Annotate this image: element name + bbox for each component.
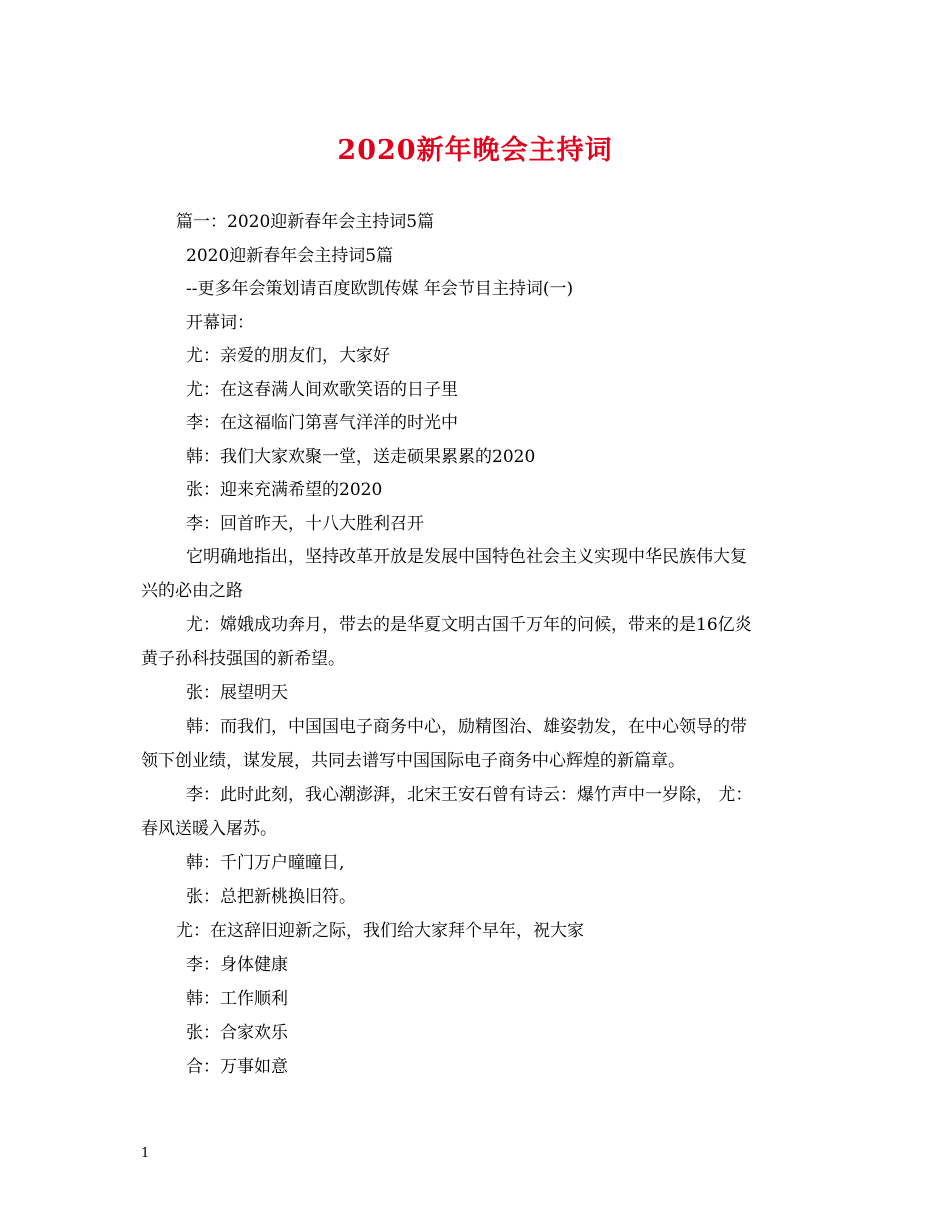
body-line: --更多年会策划请百度欧凯传媒 年会节目主持词(一) — [186, 279, 574, 299]
body-line: 篇一：2020迎新春年会主持词5篇 — [176, 212, 435, 232]
body-line: 2020迎新春年会主持词5篇 — [186, 246, 394, 266]
body-line: 张：迎来充满希望的2020 — [186, 480, 383, 500]
page-number: 1 — [141, 1146, 150, 1161]
page-title: 2020新年晚会主持词 — [337, 135, 613, 166]
body-line: 张：展望明天 — [186, 683, 288, 703]
body-line: 李：回首昨天，十八大胜利召开 — [186, 514, 424, 534]
body-line: 黄子孙科技强国的新希望。 — [141, 649, 345, 669]
body-line: 韩：我们大家欢聚一堂，送走硕果累累的2020 — [186, 447, 536, 467]
body-line: 开幕词： — [186, 313, 254, 333]
body-line: 兴的必由之路 — [141, 581, 243, 601]
body-line: 韩：而我们，中国国电子商务中心，励精图治、雄姿勃发，在中心领导的带 — [186, 717, 747, 737]
body-line: 李：在这福临门第喜气洋洋的时光中 — [186, 413, 458, 433]
body-line: 尤：嫦娥成功奔月，带去的是华夏文明古国千万年的问候，带来的是16亿炎 — [186, 615, 752, 635]
body-line: 韩：千门万户曈曈日, — [186, 853, 345, 873]
body-line: 李：此时此刻，我心潮澎湃，北宋王安石曾有诗云：爆竹声中一岁除， 尤： — [186, 785, 753, 805]
body-line: 合：万事如意 — [186, 1057, 288, 1077]
body-line: 尤：在这辞旧迎新之际，我们给大家拜个早年，祝大家 — [176, 921, 584, 941]
body-line: 它明确地指出，坚持改革开放是发展中国特色社会主义实现中华民族伟大复 — [186, 547, 747, 567]
body-line: 张：合家欢乐 — [186, 1023, 288, 1043]
body-line: 李：身体健康 — [186, 955, 288, 975]
body-line: 领下创业绩，谋发展，共同去谱写中国国际电子商务中心辉煌的新篇章。 — [141, 751, 685, 771]
body-line: 张：总把新桃换旧符。 — [186, 887, 356, 907]
body-line: 春风送暖入屠苏。 — [141, 819, 277, 839]
body-line: 韩：工作顺利 — [186, 989, 288, 1009]
body-line: 尤：亲爱的朋友们，大家好 — [186, 346, 390, 366]
body-line: 尤：在这春满人间欢歌笑语的日子里 — [186, 380, 458, 400]
